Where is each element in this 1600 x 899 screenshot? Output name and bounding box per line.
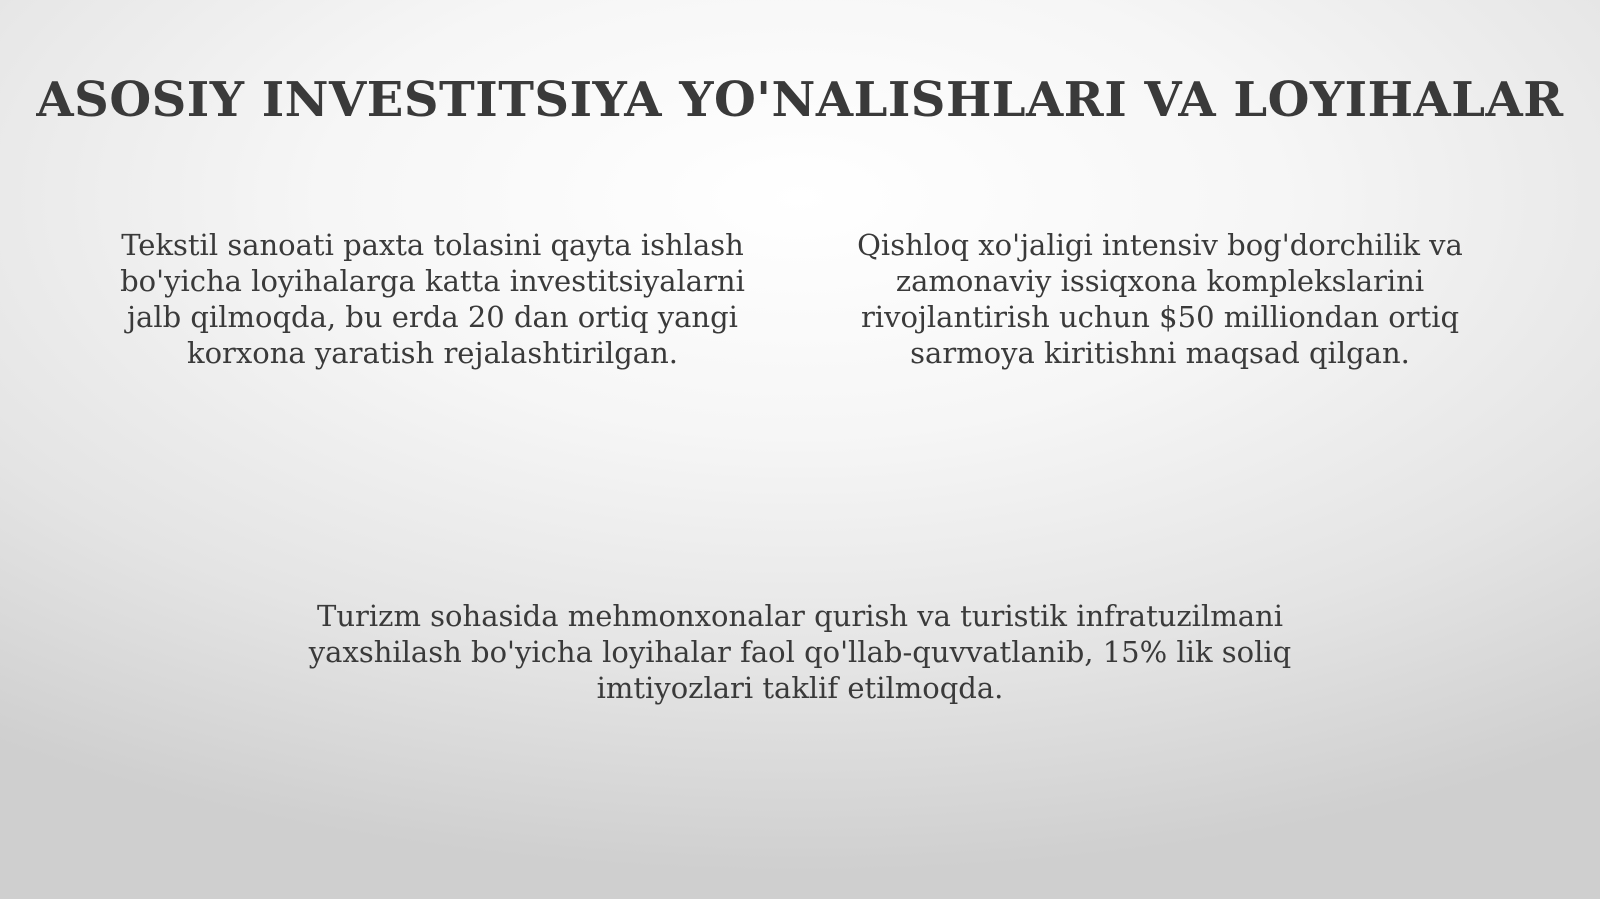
slide-title: ASOSIY INVESTITSIYA YO'NALISHLARI VA LOYIHALAR bbox=[36, 72, 1564, 128]
agriculture-investment-text: Qishloq xo'jaligi intensiv bog'dorchilik va zamonaviy issiqxona komplekslarini rivojlantirish uchun $50 milliondan ortiq sarmoya kiritishni maqsad qilgan. bbox=[857, 228, 1463, 370]
textile-investment-text: Tekstil sanoati paxta tolasini qayta ishlash bo'yicha loyihalarga katta investitsiyalarni jalb qilmoqda, bu erda 20 dan ortiq yangi korxona yaratish rejalashtirilgan. bbox=[120, 228, 745, 370]
tourism-investment-text: Turizm sohasida mehmonxonalar qurish va turistik infratuzilmani yaxshilash bo'yicha loyihalar faol qo'llab-quvvatlanib, 15% lik soliq imtiyozlari taklif etilmoqda. bbox=[308, 599, 1292, 705]
